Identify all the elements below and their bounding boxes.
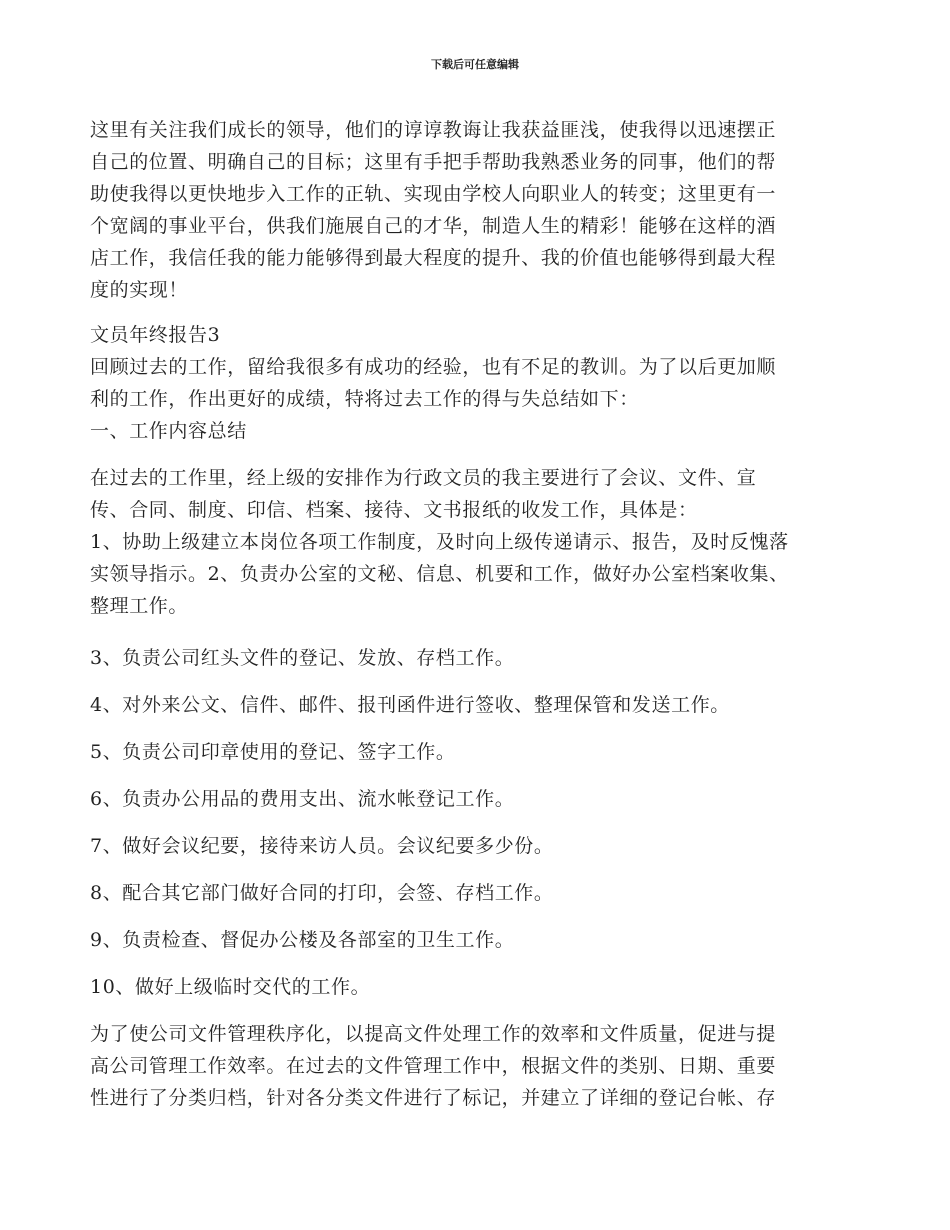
text-line: 回顾过去的工作，留给我很多有成功的经验，也有不足的教训。为了以后更加顺 [90, 356, 777, 378]
text-line: 利的工作，作出更好的成绩，特将过去工作的得与失总结如下： [90, 388, 639, 410]
text-line: 在过去的工作里，经上级的安排作为行政文员的我主要进行了会议、文件、宣 [90, 467, 757, 489]
text-line: 这里有关注我们成长的领导，他们的谆谆教诲让我获益匪浅，使我得以迅速摆正 [90, 119, 777, 141]
text-line: 传、合同、制度、印信、档案、接待、文书报纸的收发工作，具体是： [90, 499, 698, 521]
list-item: 10、做好上级临时交代的工作。 [90, 976, 371, 998]
section-title: 文员年终报告3 [90, 324, 221, 346]
list-item: 3、负责公司红头文件的登记、发放、存档工作。 [90, 647, 515, 669]
text-line: 个宽阔的事业平台，供我们施展自己的才华，制造人生的精彩！能够在这样的酒 [90, 215, 777, 237]
list-item: 1、协助上级建立本岗位各项工作制度，及时向上级传递请示、报告，及时反愧落 [90, 531, 789, 553]
list-item: 6、负责办公用品的费用支出、流水帐登记工作。 [90, 788, 515, 810]
list-item: 9、负责检查、督促办公楼及各部室的卫生工作。 [90, 929, 515, 951]
text-line: 高公司管理工作效率。在过去的文件管理工作中，根据文件的类别、日期、重要 [90, 1055, 777, 1077]
list-item: 实领导指示。2、负责办公室的文秘、信息、机要和工作，做好办公室档案收集、 [90, 563, 789, 585]
text-line: 店工作，我信任我的能力能够得到最大程度的提升、我的价值也能够得到最大程 [90, 247, 777, 269]
list-item: 8、配合其它部门做好合同的打印，会签、存档工作。 [90, 882, 554, 904]
list-item: 5、负责公司印章使用的登记、签字工作。 [90, 741, 456, 763]
text-line: 度的实现！ [90, 279, 189, 301]
text-line: 自己的位置、明确自己的目标；这里有手把手帮助我熟悉业务的同事，他们的帮 [90, 151, 777, 173]
list-item: 4、对外来公文、信件、邮件、报刊函件进行签收、整理保管和发送工作。 [90, 694, 730, 716]
text-line: 助使我得以更快地步入工作的正轨、实现由学校人向职业人的转变；这里更有一 [90, 183, 777, 205]
text-line: 性进行了分类归档，针对各分类文件进行了标记，并建立了详细的登记台帐、存 [90, 1087, 777, 1109]
subsection-title: 一、工作内容总结 [90, 420, 247, 442]
text-line: 为了使公司文件管理秩序化，以提高文件处理工作的效率和文件质量，促进与提 [90, 1023, 777, 1045]
page-header: 下载后可任意编辑 [431, 58, 519, 71]
list-item: 7、做好会议纪要，接待来访人员。会议纪要多少份。 [90, 835, 554, 857]
list-item: 整理工作。 [90, 595, 189, 617]
